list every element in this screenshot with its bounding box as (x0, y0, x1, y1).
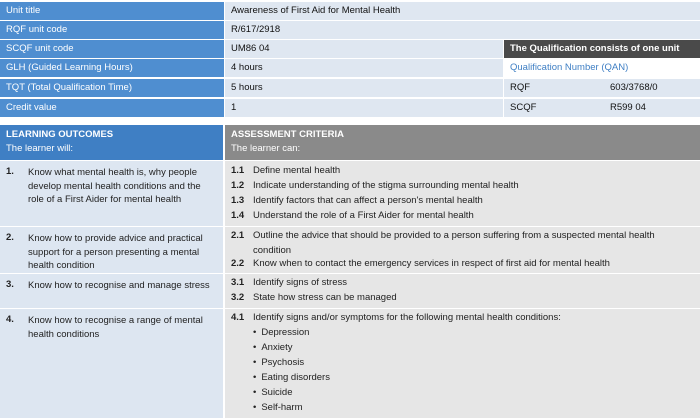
assessment-criteria-2 (225, 227, 700, 273)
criterion-text: Identify factors that can affect a person's mental health (253, 195, 483, 206)
condition-item: • Psychosis (253, 356, 304, 371)
criterion-text: Know when to contact the emergency services in respect of first aid for mental health (253, 258, 610, 269)
scqf-unit-code-label: SCQF unit code (0, 40, 224, 58)
criterion-text: Identify signs of stress (253, 277, 347, 288)
scqf-qan-value: R599 04 (610, 102, 646, 113)
learning-outcome-2 (0, 227, 223, 273)
unit-title-row (0, 2, 700, 20)
rqf-unit-code-label: RQF unit code (0, 21, 224, 39)
outcome-number: 3. (6, 279, 14, 290)
condition-item: • Anxiety (253, 341, 292, 356)
outcome-number: 1. (6, 166, 14, 177)
scqf-unit-code-row (0, 40, 700, 58)
criterion-text: State how stress can be managed (253, 292, 397, 303)
glh-value: 4 hours (225, 59, 503, 77)
assessment-criteria-header (225, 125, 700, 160)
qualification-heading: The Qualification consists of one unit (504, 40, 700, 58)
outcome-text: Know how to recognise and manage stress (28, 280, 210, 291)
assessment-criteria-4 (225, 309, 700, 418)
outcome-text: Know how to recognise a range of mental health conditions (28, 315, 203, 340)
scqf-qan-label: SCQF (510, 102, 537, 113)
outcome-number: 2. (6, 232, 14, 243)
condition-item: • Eating disorders (253, 371, 330, 386)
glh-row (0, 59, 700, 77)
rqf-unit-code-value: R/617/2918 (225, 21, 700, 39)
condition-item: • Depression (253, 326, 309, 341)
learning-outcome-1 (0, 161, 223, 226)
outcome-text: Know how to provide advice and practical support for a person presenting a mental health condition (28, 233, 203, 271)
learning-outcomes-header (0, 125, 223, 160)
assessment-criteria-3 (225, 274, 700, 308)
criterion-text: Understand the role of a First Aider for mental health (253, 210, 474, 221)
rqf-qan-cell (504, 79, 700, 97)
rqf-qan-value: 603/3768/0 (610, 82, 658, 93)
criterion-text: Outline the advice that should be provided to a person suffering from a suspected mental health condition (253, 230, 655, 256)
learner-can-subtitle: The learner can: (231, 143, 301, 154)
scqf-unit-code-value: UM86 04 (225, 40, 503, 58)
criterion-number: 1.4 (231, 210, 245, 221)
glh-label: GLH (Guided Learning Hours) (0, 59, 224, 77)
rqf-unit-code-row (0, 21, 700, 39)
criterion-number: 2.1 (231, 230, 245, 241)
criterion-text: Define mental health (253, 165, 341, 176)
unit-title-label: Unit title (0, 2, 224, 20)
credit-value-label: Credit value (0, 99, 224, 117)
criterion-number: 1.1 (231, 165, 245, 176)
rqf-qan-label: RQF (510, 82, 531, 93)
criterion-text: Indicate understanding of the stigma surrounding mental health (253, 180, 519, 191)
criterion-text: Identify signs and/or symptoms for the following mental health conditions: (253, 312, 561, 323)
learning-outcome-4 (0, 309, 223, 418)
condition-item: • Self-harm (253, 401, 303, 416)
tqt-row (0, 79, 700, 97)
outcome-text: Know what mental health is, why people develop mental health conditions and the role of a First Aider for mental health (28, 167, 201, 205)
criterion-number: 1.3 (231, 195, 245, 206)
tqt-label: TQT (Total Qualification Time) (0, 79, 224, 97)
outcome-number: 4. (6, 314, 14, 325)
assessment-criteria-1 (225, 161, 700, 226)
credit-value-value: 1 (225, 99, 503, 117)
learning-outcome-3 (0, 274, 223, 308)
learning-outcomes-title: LEARNING OUTCOMES (6, 129, 114, 140)
unit-title-value: Awareness of First Aid for Mental Health (225, 2, 700, 20)
scqf-qan-cell (504, 99, 700, 117)
learner-will-subtitle: The learner will: (6, 143, 74, 154)
criterion-number: 3.2 (231, 292, 245, 303)
tqt-value: 5 hours (225, 79, 503, 97)
assessment-criteria-title: ASSESSMENT CRITERIA (231, 129, 344, 140)
criterion-number: 1.2 (231, 180, 245, 191)
condition-item: • Suicide (253, 386, 293, 401)
criterion-number: 2.2 (231, 258, 245, 269)
criterion-number: 4.1 (231, 312, 245, 323)
criterion-number: 3.1 (231, 277, 245, 288)
qan-label: Qualification Number (QAN) (504, 59, 700, 77)
credit-value-row (0, 99, 700, 117)
